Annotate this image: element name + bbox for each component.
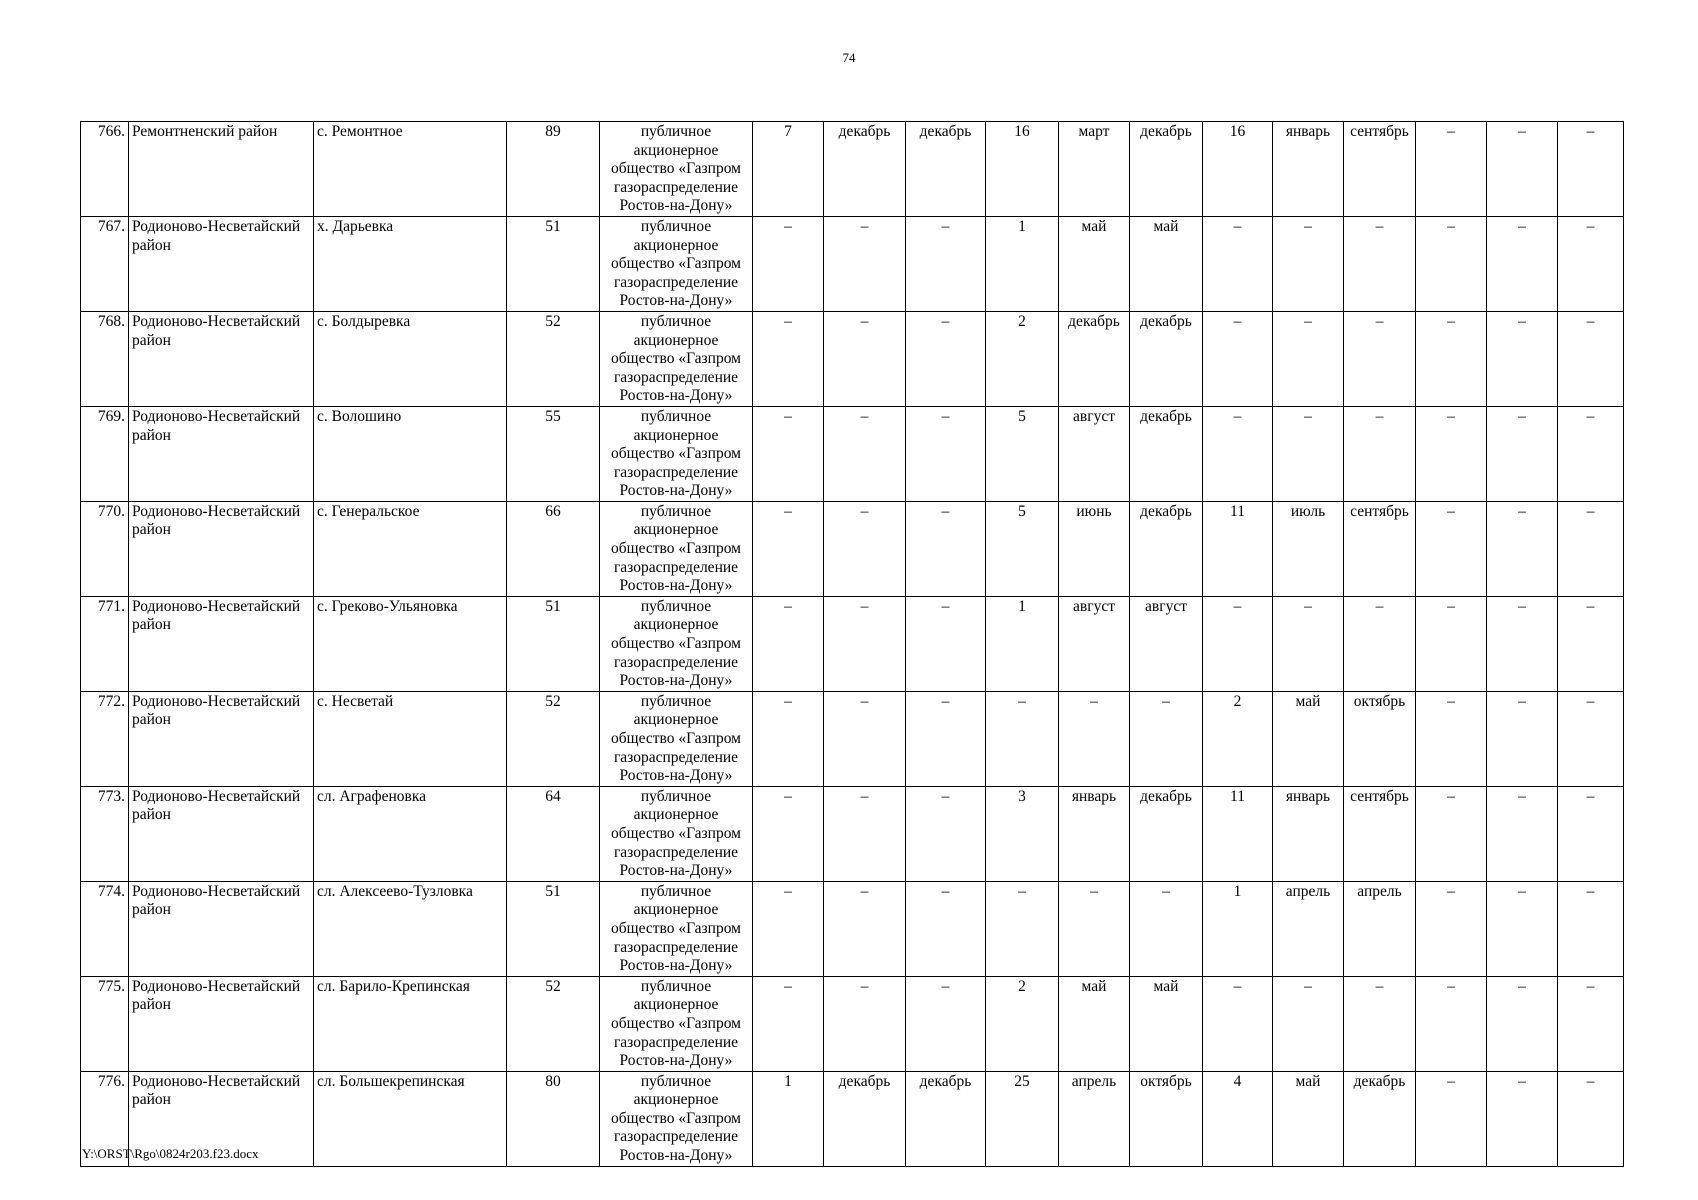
locality-cell: сл. Аграфеновка [314,786,507,881]
schedule-cell: – [1203,311,1273,406]
row-number-cell: 766. [81,122,129,217]
schedule-cell: – [1416,881,1487,976]
schedule-cell: – [824,976,906,1071]
schedule-cell: май [1273,1071,1344,1166]
schedule-cell: – [1203,596,1273,691]
schedule-cell: апрель [1273,881,1344,976]
schedule-cell: – [1558,1071,1624,1166]
schedule-cell: – [1487,216,1558,311]
schedule-cell: – [753,691,824,786]
schedule-cell: – [753,596,824,691]
district-cell: Родионово-Несветайский район [129,691,314,786]
value-cell: 52 [507,311,600,406]
row-number-cell: 773. [81,786,129,881]
schedule-cell: – [1487,122,1558,217]
table-row [81,122,1624,217]
schedule-cell: декабрь [1130,406,1203,501]
schedule-cell: – [753,216,824,311]
schedule-cell: – [1558,501,1624,596]
district-cell: Родионово-Несветайский район [129,311,314,406]
value-cell: 52 [507,691,600,786]
organization-cell: публичное акционерное общество «Газпром газораспределение Ростов-на-Дону» [600,596,753,691]
district-cell: Родионово-Несветайский район [129,1071,314,1166]
district-cell: Родионово-Несветайский район [129,881,314,976]
table-row [81,406,1624,501]
schedule-cell: 16 [986,122,1059,217]
schedule-cell: 16 [1203,122,1273,217]
schedule-cell: – [1416,786,1487,881]
schedule-cell: 1 [986,596,1059,691]
schedule-cell: 2 [986,311,1059,406]
table-row [81,1071,1624,1166]
table-row [81,786,1624,881]
schedule-cell: – [1416,1071,1487,1166]
schedule-cell: – [1130,691,1203,786]
schedule-cell: 25 [986,1071,1059,1166]
schedule-cell: май [1059,976,1130,1071]
page-number: 74 [842,50,856,65]
schedule-cell: 2 [986,976,1059,1071]
schedule-cell: 5 [986,406,1059,501]
table-body [81,122,1624,1167]
schedule-cell: – [906,501,986,596]
schedule-cell: – [824,311,906,406]
schedule-cell: – [824,216,906,311]
locality-cell: с. Болдыревка [314,311,507,406]
schedule-cell: сентябрь [1344,786,1416,881]
schedule-cell: – [1344,406,1416,501]
schedule-cell: – [906,216,986,311]
schedule-cell: – [1273,976,1344,1071]
schedule-cell: – [1558,406,1624,501]
row-number-cell: 772. [81,691,129,786]
schedule-cell: – [1487,881,1558,976]
value-cell: 55 [507,406,600,501]
table-row [81,596,1624,691]
locality-cell: сл. Алексеево-Тузловка [314,881,507,976]
schedule-cell: – [1558,216,1624,311]
schedule-cell: – [986,691,1059,786]
schedule-cell: май [1273,691,1344,786]
schedule-cell: декабрь [1130,786,1203,881]
schedule-cell: сентябрь [1344,501,1416,596]
value-cell: 52 [507,976,600,1071]
locality-cell: с. Несветай [314,691,507,786]
value-cell: 64 [507,786,600,881]
locality-cell: х. Дарьевка [314,216,507,311]
schedule-cell: 1 [753,1071,824,1166]
value-cell: 80 [507,1071,600,1166]
row-number-cell: 771. [81,596,129,691]
schedule-cell: 2 [1203,691,1273,786]
schedule-cell: – [824,691,906,786]
district-cell: Ремонтненский район [129,122,314,217]
schedule-cell: 4 [1203,1071,1273,1166]
schedule-cell: декабрь [1130,122,1203,217]
schedule-cell: – [1487,691,1558,786]
schedule-cell: август [1059,406,1130,501]
schedule-cell: – [824,881,906,976]
schedule-cell: сентябрь [1344,122,1416,217]
schedule-cell: октябрь [1130,1071,1203,1166]
schedule-cell: 3 [986,786,1059,881]
schedule-cell: – [1273,406,1344,501]
schedule-cell: – [1416,122,1487,217]
schedule-cell: – [1487,406,1558,501]
schedule-cell: – [753,881,824,976]
schedule-cell: – [1416,216,1487,311]
schedule-cell: – [824,501,906,596]
locality-cell: сл. Большекрепинская [314,1071,507,1166]
district-cell: Родионово-Несветайский район [129,786,314,881]
row-number-cell: 768. [81,311,129,406]
schedule-cell: – [906,691,986,786]
schedule-cell: – [906,406,986,501]
district-cell: Родионово-Несветайский район [129,216,314,311]
schedule-cell: – [906,596,986,691]
organization-cell: публичное акционерное общество «Газпром газораспределение Ростов-на-Дону» [600,311,753,406]
schedule-cell: – [1487,976,1558,1071]
locality-cell: с. Ремонтное [314,122,507,217]
schedule-cell: – [1558,691,1624,786]
schedule-cell: – [1558,596,1624,691]
organization-cell: публичное акционерное общество «Газпром газораспределение Ростов-на-Дону» [600,501,753,596]
schedule-cell: декабрь [1130,501,1203,596]
schedule-cell: – [906,881,986,976]
schedule-cell: май [1059,216,1130,311]
table-row [81,881,1624,976]
schedule-cell: – [1416,596,1487,691]
schedule-cell: август [1059,596,1130,691]
row-number-cell: 769. [81,406,129,501]
schedule-cell: июнь [1059,501,1130,596]
table-row [81,311,1624,406]
value-cell: 51 [507,216,600,311]
district-cell: Родионово-Несветайский район [129,501,314,596]
row-number-cell: 774. [81,881,129,976]
locality-cell: сл. Барило-Крепинская [314,976,507,1071]
schedule-cell: – [753,406,824,501]
organization-cell: публичное акционерное общество «Газпром газораспределение Ростов-на-Дону» [600,122,753,217]
schedule-cell: – [1273,311,1344,406]
schedule-cell: декабрь [1059,311,1130,406]
table-row [81,501,1624,596]
organization-cell: публичное акционерное общество «Газпром газораспределение Ростов-на-Дону» [600,786,753,881]
schedule-cell: 11 [1203,501,1273,596]
schedule-cell: – [1487,596,1558,691]
schedule-cell: – [1273,596,1344,691]
schedule-cell: – [1203,216,1273,311]
schedule-cell: – [824,786,906,881]
schedule-cell: – [1416,406,1487,501]
schedule-cell: январь [1273,122,1344,217]
schedule-cell: октябрь [1344,691,1416,786]
schedule-cell: – [1059,691,1130,786]
row-number-cell: 770. [81,501,129,596]
schedule-cell: – [1558,786,1624,881]
schedule-cell: декабрь [906,122,986,217]
schedule-cell: апрель [1344,881,1416,976]
schedule-cell: – [1487,311,1558,406]
schedule-cell: 7 [753,122,824,217]
schedule-cell: апрель [1059,1071,1130,1166]
schedule-cell: декабрь [1130,311,1203,406]
schedule-cell: – [1558,122,1624,217]
schedule-cell: – [1416,976,1487,1071]
schedule-cell: 1 [986,216,1059,311]
schedule-cell: – [1558,311,1624,406]
organization-cell: публичное акционерное общество «Газпром газораспределение Ростов-на-Дону» [600,881,753,976]
schedule-cell: январь [1059,786,1130,881]
table-row [81,976,1624,1071]
schedule-cell: – [1059,881,1130,976]
schedule-cell: – [1558,881,1624,976]
schedule-cell: – [1130,881,1203,976]
district-cell: Родионово-Несветайский район [129,976,314,1071]
district-cell: Родионово-Несветайский район [129,596,314,691]
document-file-path: Y:\ORST\Rgo\0824r203.f23.docx [82,1146,259,1161]
schedule-cell: – [753,501,824,596]
locality-cell: с. Волошино [314,406,507,501]
table-row [81,691,1624,786]
locality-cell: с. Греково-Ульяновка [314,596,507,691]
schedule-cell: – [1487,1071,1558,1166]
value-cell: 66 [507,501,600,596]
schedule-cell: март [1059,122,1130,217]
value-cell: 51 [507,596,600,691]
schedule-cell: 1 [1203,881,1273,976]
schedule-cell: – [1203,976,1273,1071]
schedule-cell: – [1344,596,1416,691]
schedule-cell: – [986,881,1059,976]
schedule-cell: январь [1273,786,1344,881]
schedule-cell: – [1416,501,1487,596]
organization-cell: публичное акционерное общество «Газпром газораспределение Ростов-на-Дону» [600,691,753,786]
schedule-cell: декабрь [906,1071,986,1166]
schedule-cell: – [1416,691,1487,786]
organization-cell: публичное акционерное общество «Газпром газораспределение Ростов-на-Дону» [600,406,753,501]
schedule-cell: – [1344,216,1416,311]
schedule-cell: май [1130,216,1203,311]
organization-cell: публичное акционерное общество «Газпром газораспределение Ростов-на-Дону» [600,976,753,1071]
schedule-cell: – [1416,311,1487,406]
schedule-cell: – [906,976,986,1071]
table-row [81,216,1624,311]
schedule-cell: – [753,976,824,1071]
district-cell: Родионово-Несветайский район [129,406,314,501]
schedule-cell: – [906,311,986,406]
schedule-cell: декабрь [824,122,906,217]
schedule-cell: – [753,786,824,881]
gasification-schedule-table [80,121,1624,1167]
schedule-cell: – [1344,311,1416,406]
schedule-cell: – [906,786,986,881]
schedule-cell: декабрь [1344,1071,1416,1166]
schedule-cell: – [1487,786,1558,881]
schedule-cell: – [753,311,824,406]
organization-cell: публичное акционерное общество «Газпром газораспределение Ростов-на-Дону» [600,1071,753,1166]
row-number-cell: 776. [81,1071,129,1166]
schedule-cell: май [1130,976,1203,1071]
schedule-cell: 11 [1203,786,1273,881]
value-cell: 89 [507,122,600,217]
value-cell: 51 [507,881,600,976]
schedule-cell: – [824,596,906,691]
schedule-cell: – [1273,216,1344,311]
schedule-cell: – [824,406,906,501]
row-number-cell: 775. [81,976,129,1071]
row-number-cell: 767. [81,216,129,311]
schedule-cell: 5 [986,501,1059,596]
locality-cell: с. Генеральское [314,501,507,596]
schedule-cell: июль [1273,501,1344,596]
organization-cell: публичное акционерное общество «Газпром газораспределение Ростов-на-Дону» [600,216,753,311]
schedule-cell: – [1203,406,1273,501]
schedule-cell: – [1558,976,1624,1071]
schedule-cell: август [1130,596,1203,691]
schedule-cell: декабрь [824,1071,906,1166]
schedule-cell: – [1344,976,1416,1071]
schedule-cell: – [1487,501,1558,596]
